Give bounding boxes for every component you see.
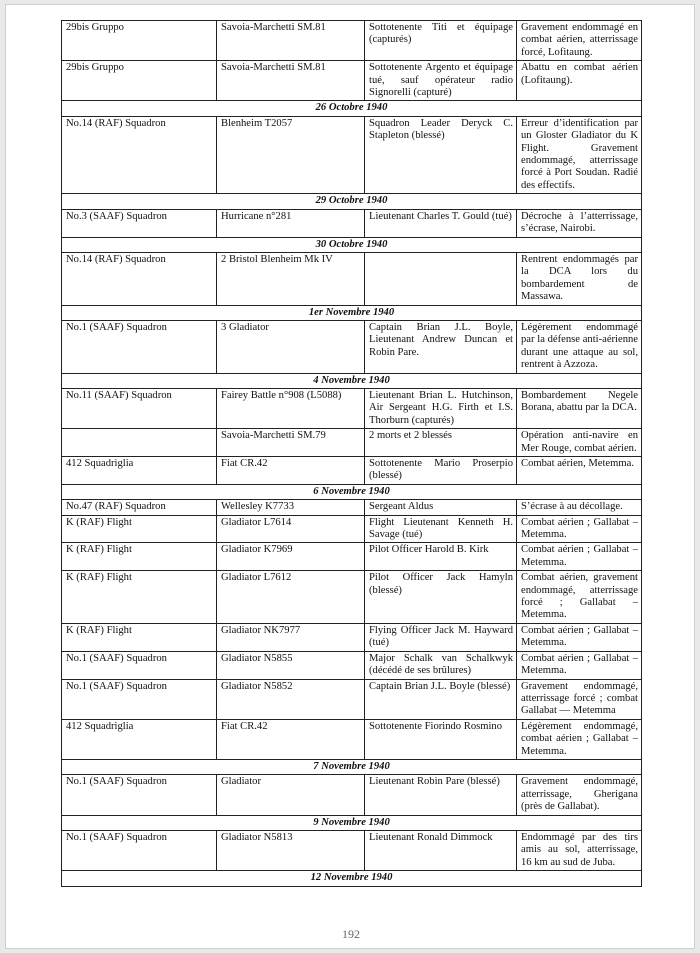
fate-cell: Combat aérien ; Gallabat – Metemma. [517, 651, 642, 679]
table-row [62, 457, 642, 485]
crew-cell: Sottotenente Mario Proserpio (blessé) [365, 457, 517, 485]
unit-cell: 29bis Gruppo [62, 21, 217, 61]
unit-cell: K (RAF) Flight [62, 571, 217, 624]
crew-cell: Lieutenant Robin Pare (blessé) [365, 775, 517, 815]
table-row [62, 388, 642, 428]
unit-cell: No.14 (RAF) Squadron [62, 116, 217, 193]
date-heading: 26 Octobre 1940 [62, 101, 642, 116]
fate-cell: Combat aérien, gravement endommagé, atterrissage forcé ; Gallabat – Metemma. [517, 571, 642, 624]
aircraft-cell: Gladiator [217, 775, 365, 815]
unit-cell: No.11 (SAAF) Squadron [62, 388, 217, 428]
crew-cell: Sergeant Aldus [365, 500, 517, 515]
crew-cell: Squadron Leader Deryck C. Stapleton (blessé) [365, 116, 517, 193]
table-row [62, 623, 642, 651]
aircraft-cell: Gladiator N5813 [217, 830, 365, 870]
aircraft-cell: Savoia-Marchetti SM.79 [217, 429, 365, 457]
fate-cell: Opération anti-navire en Mer Rouge, combat aérien. [517, 429, 642, 457]
fate-cell: Gravement endommagé en combat aérien, atterrissage forcé, Lofitaung. [517, 21, 642, 61]
fate-cell: Combat aérien ; Gallabat – Metemma. [517, 543, 642, 571]
date-heading: 7 Novembre 1940 [62, 759, 642, 774]
crew-cell: Sottotenente Argento et équipage tué, sauf opérateur radio Signorelli (capturé) [365, 61, 517, 101]
unit-cell: No.1 (SAAF) Squadron [62, 679, 217, 719]
date-row [62, 373, 642, 388]
crew-cell: Pilot Officer Harold B. Kirk [365, 543, 517, 571]
unit-cell: No.14 (RAF) Squadron [62, 252, 217, 305]
fate-cell: Légèrement endommagé, combat aérien ; Gallabat – Metemma. [517, 719, 642, 759]
fate-cell: Erreur d’identification par un Gloster Gladiator du K Flight. Gravement endommagé, atterrissage forcé à Port Soudan. Radié des effectifs. [517, 116, 642, 193]
aircraft-cell: Hurricane n°281 [217, 209, 365, 237]
date-heading: 30 Octobre 1940 [62, 237, 642, 252]
aircraft-cell: Gladiator K7969 [217, 543, 365, 571]
unit-cell: No.1 (SAAF) Squadron [62, 651, 217, 679]
table-row [62, 116, 642, 193]
date-row [62, 194, 642, 209]
unit-cell: No.1 (SAAF) Squadron [62, 320, 217, 373]
unit-cell: 412 Squadriglia [62, 457, 217, 485]
crew-cell [365, 252, 517, 305]
fate-cell: Rentrent endommagés par la DCA lors du bombardement de Massawa. [517, 252, 642, 305]
date-heading: 4 Novembre 1940 [62, 373, 642, 388]
date-heading: 12 Novembre 1940 [62, 871, 642, 886]
table-row [62, 651, 642, 679]
crew-cell: Major Schalk van Schalkwyk (décédé de ses brûlures) [365, 651, 517, 679]
table-row [62, 543, 642, 571]
unit-cell [62, 429, 217, 457]
aircraft-cell: Savoia-Marchetti SM.81 [217, 61, 365, 101]
fate-cell: Endommagé par des tirs amis au sol, atterrissage, 16 km au sud de Juba. [517, 830, 642, 870]
unit-cell: K (RAF) Flight [62, 623, 217, 651]
table-row [62, 830, 642, 870]
fate-cell: S’écrase à au décollage. [517, 500, 642, 515]
aircraft-cell: Gladiator N5852 [217, 679, 365, 719]
fate-cell: Bombardement Negele Borana, abattu par la DCA. [517, 388, 642, 428]
aircraft-cell: Fiat CR.42 [217, 457, 365, 485]
aircraft-cell: Blenheim T2057 [217, 116, 365, 193]
crew-cell: Sottotenente Titi et équipage (capturés) [365, 21, 517, 61]
table-row [62, 500, 642, 515]
date-row [62, 871, 642, 886]
table-row [62, 571, 642, 624]
table-row [62, 252, 642, 305]
aircraft-cell: Gladiator L7612 [217, 571, 365, 624]
aircraft-cell: Gladiator NK7977 [217, 623, 365, 651]
fate-cell: Décroche à l’atterrissage, s’écrase, Nairobi. [517, 209, 642, 237]
date-row [62, 484, 642, 499]
table-row [62, 429, 642, 457]
unit-cell: No.3 (SAAF) Squadron [62, 209, 217, 237]
crew-cell: Sottotenente Fiorindo Rosmino [365, 719, 517, 759]
crew-cell: Lieutenant Brian L. Hutchinson, Air Sergeant H.G. Firth et I.S. Thorburn (capturés) [365, 388, 517, 428]
crew-cell: Captain Brian J.L. Boyle (blessé) [365, 679, 517, 719]
table-row [62, 719, 642, 759]
crew-cell: Captain Brian J.L. Boyle, Lieutenant Andrew Duncan et Robin Pare. [365, 320, 517, 373]
crew-cell: Lieutenant Ronald Dimmock [365, 830, 517, 870]
table-row [62, 21, 642, 61]
aircraft-cell: 3 Gladiator [217, 320, 365, 373]
aircraft-cell: Wellesley K7733 [217, 500, 365, 515]
page-number: 192 [342, 927, 360, 941]
aircraft-cell: Gladiator N5855 [217, 651, 365, 679]
crew-cell: 2 morts et 2 blessés [365, 429, 517, 457]
crew-cell: Pilot Officer Jack Hamyln (blessé) [365, 571, 517, 624]
crew-cell: Flying Officer Jack M. Hayward (tué) [365, 623, 517, 651]
unit-cell: K (RAF) Flight [62, 543, 217, 571]
aircraft-cell: Fairey Battle n°908 (L5088) [217, 388, 365, 428]
losses-table [61, 20, 642, 887]
losses-table-body [62, 21, 642, 887]
date-heading: 9 Novembre 1940 [62, 815, 642, 830]
fate-cell: Gravement endommagé, atterrissage forcé ; combat Gallabat — Metemma [517, 679, 642, 719]
fate-cell: Combat aérien ; Gallabat – Metemma. [517, 515, 642, 543]
unit-cell: No.1 (SAAF) Squadron [62, 830, 217, 870]
document-page [5, 4, 695, 949]
date-heading: 29 Octobre 1940 [62, 194, 642, 209]
date-row [62, 305, 642, 320]
date-row [62, 815, 642, 830]
fate-cell: Combat aérien ; Gallabat – Metemma. [517, 623, 642, 651]
fate-cell: Légèrement endommagé par la défense anti-aérienne durant une attaque au sol, rentrent à Azzoza. [517, 320, 642, 373]
table-row [62, 775, 642, 815]
date-row [62, 759, 642, 774]
unit-cell: 29bis Gruppo [62, 61, 217, 101]
aircraft-cell: Savoia-Marchetti SM.81 [217, 21, 365, 61]
aircraft-cell: Fiat CR.42 [217, 719, 365, 759]
aircraft-cell: 2 Bristol Blenheim Mk IV [217, 252, 365, 305]
date-heading: 6 Novembre 1940 [62, 484, 642, 499]
table-row [62, 515, 642, 543]
fate-cell: Abattu en combat aérien (Lofitaung). [517, 61, 642, 101]
date-heading: 1er Novembre 1940 [62, 305, 642, 320]
date-row [62, 101, 642, 116]
fate-cell: Gravement endommagé, atterrissage, Gherigana (près de Gallabat). [517, 775, 642, 815]
crew-cell: Lieutenant Charles T. Gould (tué) [365, 209, 517, 237]
unit-cell: K (RAF) Flight [62, 515, 217, 543]
unit-cell: 412 Squadriglia [62, 719, 217, 759]
table-row [62, 320, 642, 373]
unit-cell: No.1 (SAAF) Squadron [62, 775, 217, 815]
unit-cell: No.47 (RAF) Squadron [62, 500, 217, 515]
table-row [62, 61, 642, 101]
table-row [62, 679, 642, 719]
table-row [62, 209, 642, 237]
aircraft-cell: Gladiator L7614 [217, 515, 365, 543]
crew-cell: Flight Lieutenant Kenneth H. Savage (tué) [365, 515, 517, 543]
date-row [62, 237, 642, 252]
fate-cell: Combat aérien, Metemma. [517, 457, 642, 485]
